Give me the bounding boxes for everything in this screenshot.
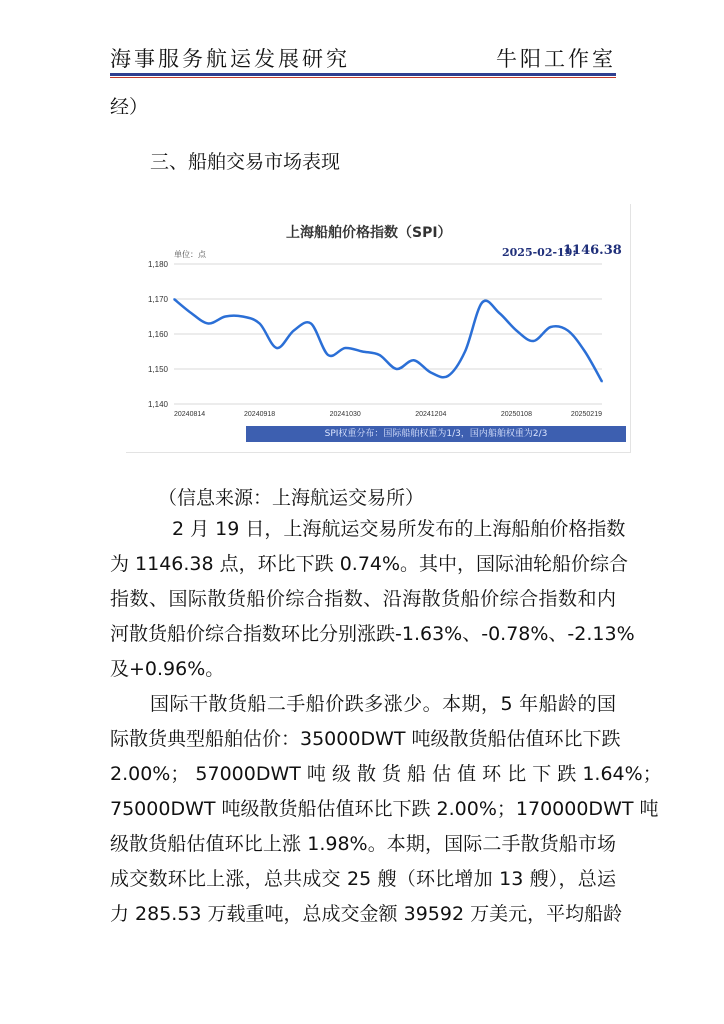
spi-data-point <box>396 368 398 370</box>
para2-line5: 级散货船估值环比上涨 1.98%。本期，国际二手散货船市场 <box>110 833 616 855</box>
source-line: （信息来源：上海航运交易所） <box>158 487 425 509</box>
para1-line3: 指数、国际散货船价综合指数、沿海散货船价综合指数和内 <box>110 588 616 610</box>
spi-data-point <box>259 323 261 325</box>
para2-line3: 2.00%； 57000DWT 吨 级 散 货 船 估 值 环 比 下 跌 1.64%； <box>110 763 662 785</box>
section-heading: 三、船舶交易市场表现 <box>150 151 341 173</box>
x-tick-label: 20241204 <box>415 411 447 418</box>
para1-line1: 2 月 19 日，上海航运交易所发布的上海船舶价格指数 <box>172 518 626 540</box>
spi-data-point <box>173 298 175 300</box>
continued-text: 经） <box>110 96 149 118</box>
y-tick-label: 1,150 <box>147 365 168 374</box>
spi-data-point <box>276 347 278 349</box>
spi-data-point <box>550 326 552 328</box>
spi-data-point <box>379 354 381 356</box>
header-rule-red <box>110 77 616 78</box>
para2-line6: 成交数环比上涨，总共成交 25 艘（环比增加 13 艘），总运 <box>110 868 616 890</box>
spi-data-point <box>310 323 312 325</box>
chart-latest-date: 2025-02-19: <box>502 246 577 259</box>
para1-line2: 为 1146.38 点，环比下跌 0.74%。其中，国际油轮船价综合 <box>110 553 629 575</box>
spi-data-point <box>242 316 244 318</box>
x-tick-label: 20250219 <box>570 411 602 418</box>
spi-data-point <box>533 340 535 342</box>
spi-data-point <box>481 302 483 304</box>
spi-data-point <box>498 312 500 314</box>
spi-data-point <box>447 375 449 377</box>
spi-data-point <box>362 351 364 353</box>
spi-data-point <box>413 359 415 361</box>
para1-line5: 及+0.96%。 <box>110 658 225 680</box>
x-tick-label: 20241030 <box>329 411 361 418</box>
para2-line7: 力 285.53 万载重吨，总成交金额 39592 万美元，平均船龄 <box>110 903 623 925</box>
spi-data-point <box>464 351 466 353</box>
spi-data-point <box>584 351 586 353</box>
chart-note: SPI权重分布：国际船舶权重为1/3，国内船舶权重为2/3 <box>246 426 626 442</box>
para1-line4: 河散货船价综合指数环比分别涨跌-1.63%、-0.78%、-2.13% <box>110 623 635 645</box>
chart-unit-label: 单位：点 <box>174 250 206 259</box>
para2-line2: 际散货典型船舶估价：35000DWT 吨级散货船估值环比下跌 <box>110 728 621 750</box>
spi-data-point <box>430 372 432 374</box>
header-left-title: 海事服务航运发展研究 <box>110 47 350 71</box>
spi-data-point <box>293 330 295 332</box>
header-rule-blue <box>110 73 616 76</box>
spi-data-point <box>601 381 603 383</box>
spi-data-point <box>225 316 227 318</box>
y-tick-label: 1,170 <box>147 295 168 304</box>
y-tick-label: 1,140 <box>147 400 168 409</box>
running-header <box>110 44 616 72</box>
spi-data-point <box>190 312 192 314</box>
chart-plot <box>126 204 630 452</box>
chart-title: 上海船舶价格指数（SPI） <box>286 225 452 241</box>
spi-data-point <box>567 330 569 332</box>
spi-data-point <box>344 347 346 349</box>
spi-data-point <box>207 323 209 325</box>
x-tick-label: 20250108 <box>500 411 532 418</box>
x-tick-label: 20240918 <box>244 411 276 418</box>
y-tick-label: 1,160 <box>147 330 168 339</box>
spi-data-point <box>516 330 518 332</box>
para2-line1: 国际干散货船二手船价跌多涨少。本期，5 年船龄的国 <box>150 693 616 715</box>
chart-latest-value: 1146.38 <box>563 243 622 258</box>
header-right-title: 牛阳工作室 <box>496 47 616 71</box>
para2-line4: 75000DWT 吨级散货船估值环比下跌 2.00%；170000DWT 吨 <box>110 798 659 820</box>
x-tick-label: 20240814 <box>174 411 206 418</box>
spi-data-point <box>327 354 329 356</box>
y-tick-label: 1,180 <box>147 260 168 269</box>
spi-chart <box>126 204 631 453</box>
